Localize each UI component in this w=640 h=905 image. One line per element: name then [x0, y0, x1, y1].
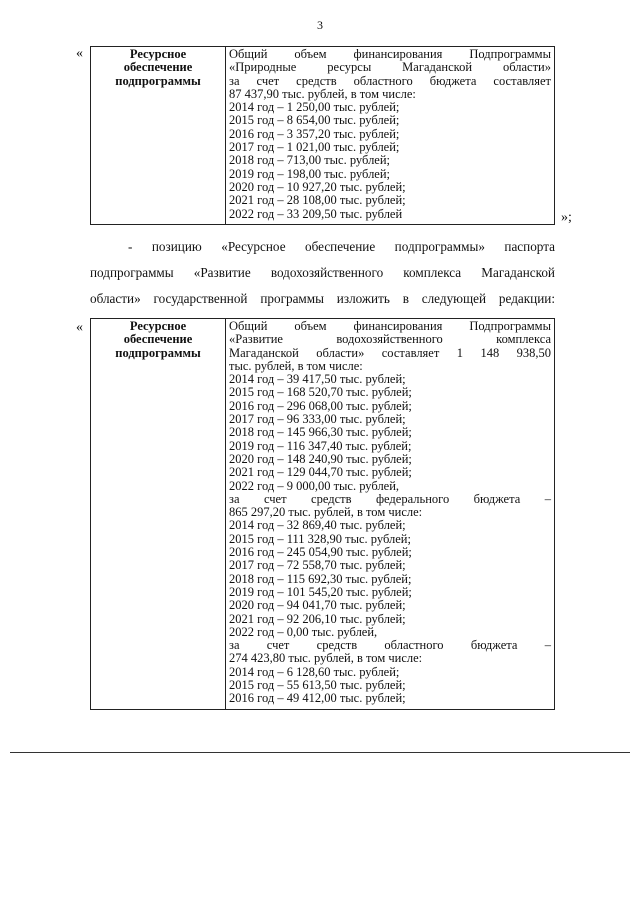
label-line: обеспечение	[123, 60, 193, 75]
financing-text-line: «Природные ресурсы Магаданской области»	[229, 60, 551, 75]
financing-text-line: «Развитие водохозяйственного комплекса	[229, 332, 551, 347]
label-line: обеспечение	[123, 332, 193, 347]
year-amount-line: 2020 год – 148 240,90 тыс. рублей;	[229, 451, 412, 466]
year-amount-line: 2015 год – 168 520,70 тыс. рублей;	[229, 385, 412, 400]
year-amount-line: 2017 год – 96 333,00 тыс. рублей;	[229, 412, 406, 427]
year-amount-line: тыс. рублей, в том числе:	[229, 358, 363, 373]
year-amount-line: 2015 год – 8 654,00 тыс. рублей;	[229, 113, 400, 128]
financing-text-line: за счет средств областного бюджета составляет	[229, 73, 551, 88]
year-amount-line: 2019 год – 101 545,20 тыс. рублей;	[229, 584, 412, 599]
financing-text-line: Магаданской области» составляет 1 148 938,50	[229, 345, 551, 360]
label-cell	[91, 47, 226, 225]
year-amount-line: 2014 год – 39 417,50 тыс. рублей;	[229, 372, 406, 387]
year-amount-line: 2021 год – 129 044,70 тыс. рублей;	[229, 465, 412, 480]
year-amount-line: 2015 год – 55 613,50 тыс. рублей;	[229, 678, 406, 693]
year-amount-line: 2018 год – 145 966,30 тыс. рублей;	[229, 425, 412, 440]
year-amount-line: 2016 год – 3 357,20 тыс. рублей;	[229, 126, 400, 141]
year-amount-line: 2015 год – 111 328,90 тыс. рублей;	[229, 531, 411, 546]
year-amount-line: 865 297,20 тыс. рублей, в том числе:	[229, 505, 423, 520]
resource-table-natural-resources	[90, 46, 555, 225]
paragraph-line: - позицию «Ресурсное обеспечение подпрограммы» паспорта	[128, 239, 555, 254]
year-amount-line: 2020 год – 94 041,70 тыс. рублей;	[229, 598, 406, 613]
year-amount-line: 2018 год – 713,00 тыс. рублей;	[229, 153, 391, 168]
label-line: подпрограммы	[115, 345, 201, 360]
page-number: 3	[317, 18, 323, 32]
year-amount-line: 2016 год – 49 412,00 тыс. рублей;	[229, 691, 406, 706]
year-amount-line: 2021 год – 92 206,10 тыс. рублей;	[229, 611, 406, 626]
paragraph-line: области» государственной программы изложить в следующей редакции:	[90, 291, 555, 306]
financing-text-line: за счет средств федерального бюджета –	[229, 491, 551, 506]
paragraph-line: подпрограммы «Развитие водохозяйственного комплекса Магаданской	[90, 265, 555, 280]
financing-text-line: Общий объем финансирования Подпрограммы	[229, 319, 551, 333]
opening-quote-2: «	[76, 320, 83, 335]
label-line: Ресурсное	[129, 319, 187, 333]
label-line: Ресурсное	[129, 47, 187, 61]
year-amount-line: 2022 год – 0,00 тыс. рублей,	[229, 624, 378, 639]
financing-text-line: за счет средств областного бюджета –	[229, 638, 551, 653]
footer-divider	[10, 752, 630, 753]
year-amount-line: 2014 год – 1 250,00 тыс. рублей;	[229, 100, 400, 115]
label-cell	[91, 319, 226, 710]
resource-table-water-complex	[90, 318, 555, 710]
year-amount-line: 2022 год – 33 209,50 тыс. рублей	[229, 206, 403, 221]
year-amount-line: 2016 год – 245 054,90 тыс. рублей;	[229, 545, 412, 560]
year-amount-line: 2018 год – 115 692,30 тыс. рублей;	[229, 571, 412, 586]
opening-quote-1: «	[76, 46, 83, 61]
instruction-paragraph	[90, 234, 555, 312]
closing-quote-1: »;	[561, 210, 572, 225]
year-amount-line: 274 423,80 тыс. рублей, в том числе:	[229, 651, 423, 666]
year-amount-line: 2022 год – 9 000,00 тыс. рублей,	[229, 478, 400, 493]
financing-total-line: 87 437,90 тыс. рублей, в том числе:	[229, 86, 416, 101]
year-amount-line: 2020 год – 10 927,20 тыс. рублей;	[229, 179, 406, 194]
year-amount-line: 2017 год – 1 021,00 тыс. рублей;	[229, 140, 400, 155]
year-amount-line: 2014 год – 6 128,60 тыс. рублей;	[229, 664, 400, 679]
financing-text-line: Общий объем финансирования Подпрограммы	[229, 47, 551, 61]
year-amount-line: 2016 год – 296 068,00 тыс. рублей;	[229, 398, 412, 413]
year-amount-line: 2014 год – 32 869,40 тыс. рублей;	[229, 518, 406, 533]
financing-cell	[226, 47, 555, 225]
year-amount-line: 2019 год – 116 347,40 тыс. рублей;	[229, 438, 412, 453]
year-amount-line: 2021 год – 28 108,00 тыс. рублей;	[229, 193, 406, 208]
label-line: подпрограммы	[115, 73, 201, 88]
year-amount-line: 2019 год – 198,00 тыс. рублей;	[229, 166, 391, 181]
year-amount-line: 2017 год – 72 558,70 тыс. рублей;	[229, 558, 406, 573]
financing-cell	[226, 319, 555, 710]
